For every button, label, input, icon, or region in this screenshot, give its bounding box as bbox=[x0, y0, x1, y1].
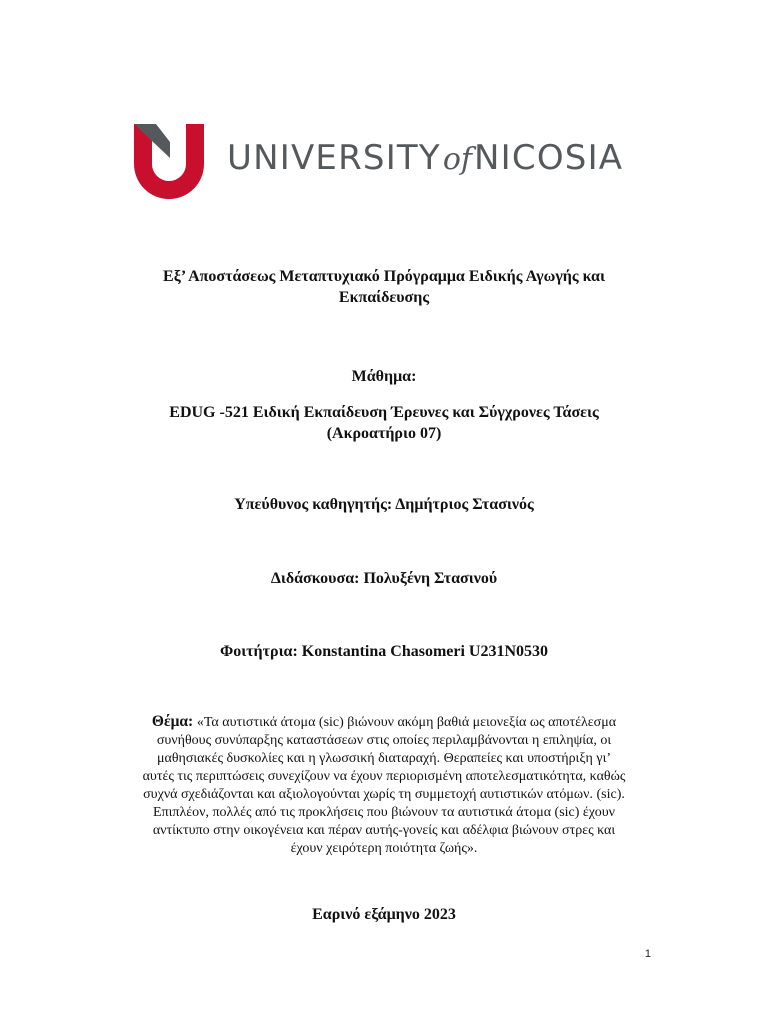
supervisor-line: Υπεύθυνος καθηγητής: Δημήτριος Στασινός bbox=[234, 496, 534, 513]
university-logo bbox=[132, 124, 652, 202]
topic-text-line-1: «Τα αυτιστικά άτομα (sic) βιώνουν ακόμη βαθιά μειονεξία ως αποτέλεσμα bbox=[196, 715, 617, 730]
topic-text-line-4: αυτές τις περιπτώσεις συνεχίζουν να έχουν περιορισμένη αποτελεσματικότητα, καθώς bbox=[142, 769, 626, 784]
topic-text-line-8: έχουν χειρότερη ποιότητα ζωής». bbox=[290, 841, 478, 856]
topic-text-line-3: μαθησιακές δυσκολίες και η γλωσσική διαταραχή. Θεραπείες και υποστήριξη γι’ bbox=[157, 751, 611, 766]
course-title: EDUG -521 Ειδική Εκπαίδευση Έρευνες και Σύγχρονες Τάσεις bbox=[169, 404, 599, 421]
university-logo-mark bbox=[132, 124, 206, 200]
topic-text-line-2: συνήθους συνύπαρξης καταστάσεων στις οποίες περιλαμβάνονται η επιληψία, οι bbox=[156, 733, 612, 748]
semester-line: Εαρινό εξάμηνο 2023 bbox=[312, 906, 456, 923]
course-room: (Ακροατήριο 07) bbox=[326, 425, 442, 442]
teacher-line: Διδάσκουσα: Πολυξένη Στασινού bbox=[270, 570, 498, 587]
topic-text-line-5: συχνά σχεδιάζονται και αξιολογούνται χωρίς τη συμμετοχή αυτιστικών ατόμων. (sic). bbox=[143, 787, 625, 802]
topic-block bbox=[108, 713, 660, 857]
program-title-line-1: Εξ’ Αποστάσεως Μεταπτυχιακό Πρόγραμμα Ειδικής Αγωγής και bbox=[163, 268, 605, 285]
topic-label: Θέμα: bbox=[151, 713, 194, 730]
wordmark-nicosia: NICOSIA bbox=[474, 138, 624, 178]
university-wordmark bbox=[227, 138, 623, 178]
topic-text-line-7: αντίκτυπο στην οικογένεια και πέραν αυτής-γονείς και αδέλφια βιώνουν στρες και bbox=[152, 823, 616, 838]
wordmark-university: UNIVERSITY bbox=[227, 138, 441, 178]
program-title-line-2: Εκπαίδευσης bbox=[338, 289, 430, 306]
wordmark-of: of bbox=[442, 142, 473, 177]
program-title bbox=[104, 266, 664, 308]
topic-text-line-6: Επιπλέον, πολλές από τις προκλήσεις που βιώνουν τα αυτιστικά άτομα (sic) έχουν bbox=[153, 805, 615, 820]
logo-red-u-shape bbox=[134, 124, 204, 199]
page-number: 1 bbox=[644, 948, 651, 960]
course-label: Μάθημα: bbox=[351, 368, 417, 385]
student-line: Φοιτήτρια: Konstantina Chasomeri U231N0530 bbox=[219, 643, 549, 660]
